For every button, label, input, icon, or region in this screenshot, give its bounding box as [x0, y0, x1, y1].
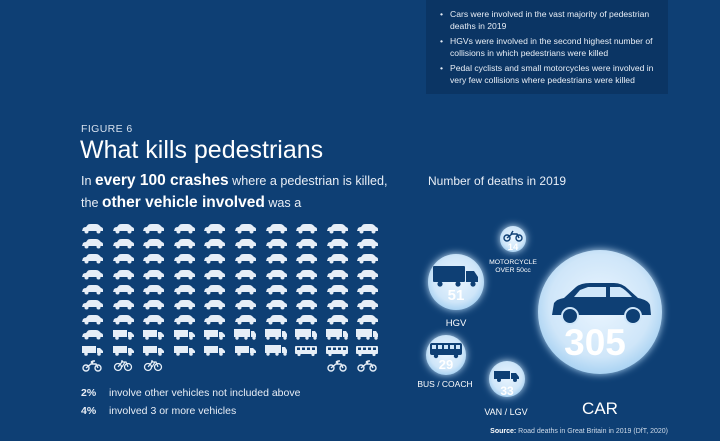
bubble-car-label: CAR: [582, 399, 618, 418]
car-icon: [294, 236, 318, 250]
car-pictogram-icon: [172, 221, 196, 235]
car-icon: [294, 312, 318, 326]
car-icon: [264, 236, 288, 250]
hgv-icon: [294, 327, 318, 341]
car-icon: [172, 267, 196, 281]
car-icon: [141, 312, 165, 326]
bubble-bus-value: 29: [438, 357, 454, 372]
car-pictogram-icon: [141, 297, 165, 311]
car-pictogram-icon: [325, 251, 349, 265]
car-icon: [233, 251, 257, 265]
pictogram-intro: [81, 170, 388, 214]
car-icon: [80, 251, 104, 265]
car-pictogram-icon: [202, 267, 226, 281]
car-icon: [233, 312, 257, 326]
car-pictogram-icon: [80, 312, 104, 326]
hgv-icon: [264, 327, 288, 341]
car-icon: [264, 221, 288, 235]
car-icon: [141, 282, 165, 296]
car-pictogram-icon: [172, 251, 196, 265]
car-icon: [141, 221, 165, 235]
car-pictogram-icon: [80, 221, 104, 235]
car-icon: [233, 297, 257, 311]
car-icon: [80, 282, 104, 296]
car-icon: [80, 327, 104, 341]
bubble-bus: [417, 335, 472, 389]
bubble-car: [538, 250, 662, 418]
blank-pictogram-icon: [202, 358, 226, 372]
hgv-pictogram-icon: [294, 327, 318, 341]
car-icon: [202, 297, 226, 311]
car-pictogram-icon: [141, 236, 165, 250]
car-pictogram-icon: [202, 221, 226, 235]
hgv-icon: [264, 343, 288, 357]
car-pictogram-icon: [264, 282, 288, 296]
intro-text: was a: [264, 196, 302, 210]
car-pictogram-icon: [111, 267, 135, 281]
car-icon: [325, 236, 349, 250]
car-pictogram-icon: [80, 236, 104, 250]
car-icon: [172, 236, 196, 250]
car-pictogram-icon: [233, 312, 257, 326]
car-pictogram-icon: [172, 267, 196, 281]
car-icon: [355, 221, 379, 235]
van-pictogram-icon: [233, 343, 257, 357]
car-pictogram-icon: [264, 267, 288, 281]
car-pictogram-icon: [111, 236, 135, 250]
bus-pictogram-icon: [355, 343, 379, 357]
bubble-van-label: VAN / LGV: [484, 407, 528, 417]
bicycle-icon: [141, 358, 165, 372]
car-icon: [294, 267, 318, 281]
car-pictogram-icon: [233, 251, 257, 265]
intro-text: the: [81, 196, 103, 210]
car-pictogram-icon: [233, 297, 257, 311]
hgv-icon: [233, 327, 257, 341]
bus-pictogram-icon: [325, 343, 349, 357]
car-icon: [172, 297, 196, 311]
car-pictogram-icon: [202, 236, 226, 250]
car-pictogram-icon: [80, 297, 104, 311]
car-pictogram-icon: [325, 297, 349, 311]
car-icon: [141, 267, 165, 281]
car-icon: [264, 251, 288, 265]
figure-label: FIGURE 6: [81, 123, 133, 135]
car-pictogram-icon: [172, 282, 196, 296]
car-icon: [172, 251, 196, 265]
hgv-pictogram-icon: [264, 327, 288, 341]
car-pictogram-icon: [202, 312, 226, 326]
car-icon: [80, 297, 104, 311]
car-icon: [355, 267, 379, 281]
bicycle-icon: [111, 358, 135, 372]
car-pictogram-icon: [264, 297, 288, 311]
footnote-text: involved 3 or more vehicles: [109, 405, 237, 417]
deaths-bubble-chart: [400, 215, 700, 430]
car-pictogram-icon: [355, 236, 379, 250]
car-pictogram-icon: [111, 221, 135, 235]
motorcycle-pictogram-icon: [325, 358, 349, 372]
blank-pictogram-icon: [233, 358, 257, 372]
car-pictogram-icon: [172, 297, 196, 311]
car-icon: [325, 297, 349, 311]
car-icon: [80, 236, 104, 250]
car-pictogram-icon: [264, 221, 288, 235]
bubble-hgv-label: HGV: [445, 318, 467, 329]
car-pictogram-icon: [264, 312, 288, 326]
bubble-van: [484, 361, 527, 417]
bubble-motorcycle-value: 14: [507, 242, 519, 253]
car-pictogram-icon: [294, 297, 318, 311]
bus-icon: [355, 343, 379, 357]
bus-icon: [294, 343, 318, 357]
car-pictogram-icon: [111, 282, 135, 296]
bubble-car-value: 305: [564, 322, 626, 363]
car-pictogram-icon: [202, 297, 226, 311]
van-icon: [80, 343, 104, 357]
van-pictogram-icon: [111, 327, 135, 341]
footnote-percent: 4%: [81, 405, 97, 417]
car-icon: [325, 267, 349, 281]
van-icon: [111, 343, 135, 357]
car-pictogram-icon: [141, 221, 165, 235]
van-pictogram-icon: [172, 327, 196, 341]
car-pictogram-icon: [355, 221, 379, 235]
car-pictogram-icon: [80, 327, 104, 341]
car-pictogram-icon: [233, 267, 257, 281]
intro-emphasis: every 100 crashes: [95, 172, 229, 189]
motorcycle-pictogram-icon: [355, 358, 379, 372]
car-pictogram-icon: [325, 236, 349, 250]
blank-pictogram-icon: [294, 358, 318, 372]
car-pictogram-icon: [294, 267, 318, 281]
car-icon: [294, 282, 318, 296]
intro-text: In: [81, 174, 96, 188]
bubble-motorcycle-label-1: MOTORCYCLE: [489, 259, 537, 266]
hgv-pictogram-icon: [233, 327, 257, 341]
car-pictogram-icon: [233, 282, 257, 296]
car-icon: [111, 221, 135, 235]
car-icon: [111, 312, 135, 326]
car-icon: [294, 251, 318, 265]
car-icon: [325, 312, 349, 326]
key-finding: • Pedal cyclists and small motorcycles were involved in very few collisions where pedestrians were killed: [450, 62, 658, 87]
bus-pictogram-icon: [294, 343, 318, 357]
car-icon: [355, 312, 379, 326]
car-icon: [355, 297, 379, 311]
car-pictogram-icon: [111, 251, 135, 265]
key-findings-list: [436, 8, 658, 86]
car-icon: [325, 282, 349, 296]
car-pictogram-icon: [325, 282, 349, 296]
car-pictogram-icon: [264, 236, 288, 250]
car-pictogram-icon: [294, 312, 318, 326]
car-icon: [355, 282, 379, 296]
van-icon: [172, 343, 196, 357]
car-icon: [355, 236, 379, 250]
car-pictogram-icon: [294, 282, 318, 296]
car-icon: [233, 221, 257, 235]
car-icon: [233, 267, 257, 281]
motorcycle-icon: [80, 358, 104, 372]
van-pictogram-icon: [111, 343, 135, 357]
car-pictogram-icon: [172, 312, 196, 326]
vehicle-pictogram-grid: [80, 221, 390, 361]
bubble-chart-title: Number of deaths in 2019: [428, 174, 567, 188]
car-icon: [294, 221, 318, 235]
car-icon: [233, 282, 257, 296]
car-icon: [80, 312, 104, 326]
intro-emphasis: other vehicle involved: [102, 194, 265, 211]
car-pictogram-icon: [233, 236, 257, 250]
van-pictogram-icon: [141, 343, 165, 357]
car-icon: [264, 267, 288, 281]
car-pictogram-icon: [355, 282, 379, 296]
source-text: Road deaths in Great Britain in 2019 (DfT, 2020): [516, 428, 668, 435]
car-icon: [202, 236, 226, 250]
motorcycle-pictogram-icon: [80, 358, 104, 372]
bubble-bus-label: BUS / COACH: [417, 379, 473, 389]
bubble-hgv: [428, 254, 484, 329]
van-icon: [141, 343, 165, 357]
car-icon: [172, 312, 196, 326]
blank-pictogram-icon: [172, 358, 196, 372]
car-pictogram-icon: [141, 312, 165, 326]
van-icon: [172, 327, 196, 341]
car-icon: [233, 236, 257, 250]
car-icon: [80, 267, 104, 281]
source-label: Source:: [490, 428, 517, 435]
car-icon: [202, 221, 226, 235]
footnote-other-vehicles: [81, 387, 300, 399]
car-icon: [111, 267, 135, 281]
car-pictogram-icon: [80, 282, 104, 296]
car-icon: [202, 282, 226, 296]
car-icon: [172, 221, 196, 235]
car-icon: [202, 251, 226, 265]
hgv-pictogram-icon: [355, 327, 379, 341]
figure-title: What kills pedestrians: [80, 136, 324, 164]
car-pictogram-icon: [172, 236, 196, 250]
van-icon: [111, 327, 135, 341]
van-icon: [202, 327, 226, 341]
car-pictogram-icon: [141, 251, 165, 265]
car-pictogram-icon: [325, 267, 349, 281]
van-pictogram-icon: [202, 327, 226, 341]
car-icon: [202, 312, 226, 326]
footnote-text: involve other vehicles not included above: [109, 387, 301, 399]
key-finding: • Cars were involved in the vast majority of pedestrian deaths in 2019: [450, 8, 658, 33]
car-pictogram-icon: [111, 312, 135, 326]
source-note: [490, 428, 668, 435]
car-pictogram-icon: [202, 251, 226, 265]
car-pictogram-icon: [325, 221, 349, 235]
van-pictogram-icon: [172, 343, 196, 357]
car-pictogram-icon: [233, 221, 257, 235]
hgv-pictogram-icon: [264, 343, 288, 357]
car-pictogram-icon: [111, 297, 135, 311]
car-icon: [111, 297, 135, 311]
car-icon: [264, 282, 288, 296]
car-pictogram-icon: [355, 251, 379, 265]
car-icon: [202, 267, 226, 281]
intro-text: where a pedestrian is killed,: [228, 174, 388, 188]
car-icon: [294, 297, 318, 311]
car-pictogram-icon: [325, 312, 349, 326]
car-icon: [355, 251, 379, 265]
bicycle-pictogram-icon: [141, 358, 165, 372]
hgv-icon: [355, 327, 379, 341]
hgv-pictogram-icon: [325, 327, 349, 341]
bubble-motorcycle: [489, 226, 537, 274]
bubble-motorcycle-label-2: OVER 50cc: [495, 267, 531, 274]
car-pictogram-icon: [264, 251, 288, 265]
hgv-icon: [325, 327, 349, 341]
car-pictogram-icon: [141, 282, 165, 296]
car-icon: [111, 251, 135, 265]
car-icon: [264, 312, 288, 326]
car-pictogram-icon: [80, 251, 104, 265]
van-pictogram-icon: [141, 327, 165, 341]
car-pictogram-icon: [355, 312, 379, 326]
bubble-van-value: 33: [500, 384, 514, 398]
car-icon: [111, 236, 135, 250]
van-pictogram-icon: [80, 343, 104, 357]
car-pictogram-icon: [294, 251, 318, 265]
blank-pictogram-icon: [264, 358, 288, 372]
motorcycle-icon: [355, 358, 379, 372]
motorcycle-icon: [325, 358, 349, 372]
bubble-hgv-value: 51: [447, 287, 465, 304]
car-icon: [172, 282, 196, 296]
van-pictogram-icon: [202, 343, 226, 357]
car-icon: [264, 297, 288, 311]
key-finding: • HGVs were involved in the second highest number of collisions in which pedestrians were killed: [450, 35, 658, 60]
car-pictogram-icon: [294, 236, 318, 250]
car-pictogram-icon: [141, 267, 165, 281]
car-icon: [325, 221, 349, 235]
car-pictogram-icon: [202, 282, 226, 296]
car-pictogram-icon: [294, 221, 318, 235]
van-icon: [233, 343, 257, 357]
car-icon: [111, 282, 135, 296]
car-icon: [141, 297, 165, 311]
car-icon: [325, 251, 349, 265]
footnote-percent: 2%: [81, 387, 97, 399]
van-icon: [141, 327, 165, 341]
car-icon: [141, 236, 165, 250]
car-pictogram-icon: [355, 267, 379, 281]
car-pictogram-icon: [80, 267, 104, 281]
bus-icon: [325, 343, 349, 357]
car-pictogram-icon: [355, 297, 379, 311]
car-icon: [141, 251, 165, 265]
bicycle-pictogram-icon: [111, 358, 135, 372]
key-findings-box: [426, 0, 668, 94]
footnote-multi-vehicle: [81, 405, 236, 417]
car-icon: [80, 221, 104, 235]
van-icon: [202, 343, 226, 357]
